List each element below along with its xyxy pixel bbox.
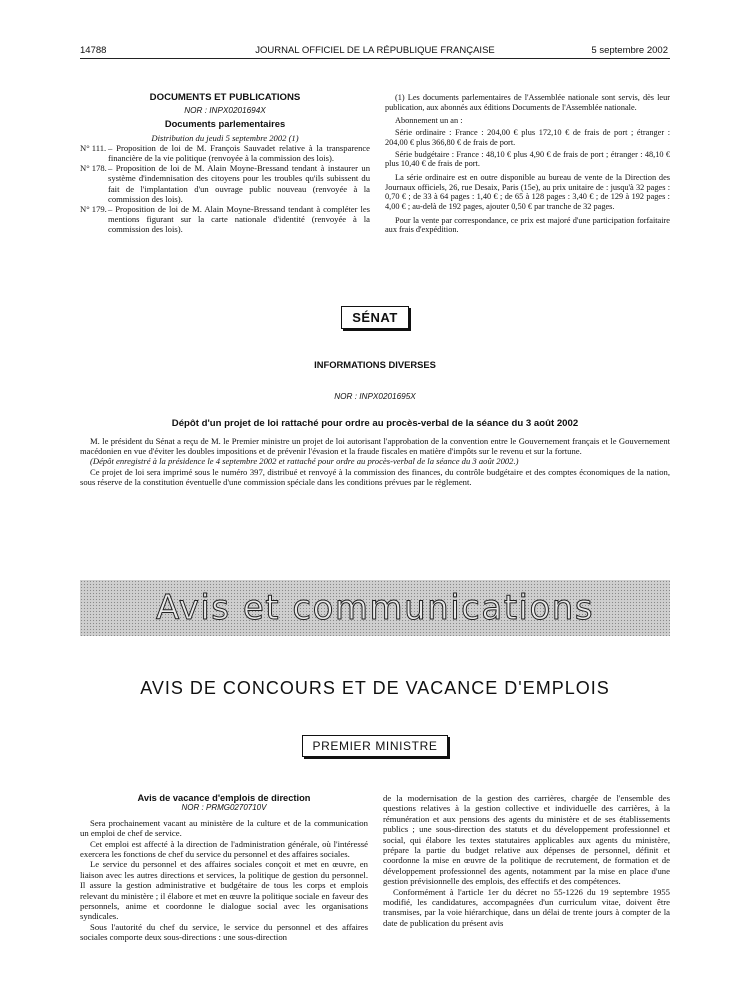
entry-number: N° 179. <box>80 204 107 215</box>
vacancy-paragraph: Sera prochainement vacant au ministère de la culture et de la communication un emploi de chef de service. <box>80 817 368 839</box>
premier-ministre-box: PREMIER MINISTRE <box>302 735 449 757</box>
vacancy-paragraph: Conformément à l'article 1er du décret no 55-1226 du 19 septembre 1955 modifié, les candidatures, accompagnées d'un curriculum vitae, doivent être transmises, par la voie hiérarchique, dans un délai de trente jours à compter de la date de publication du présent avis <box>383 886 670 928</box>
vacancy-right-column <box>383 793 670 928</box>
vacancy-paragraph: Cet emploi est affecté à la direction de l'administration générale, où l'intéressé exercera les fonctions de chef du service du personnel et des affaires sociales. <box>80 838 368 860</box>
senat-deposit-note: (Dépôt enregistré à la présidence le 4 septembre 2002 et rattaché pour ordre au procès-verbal de la séance du 3 août 2002.) <box>90 456 519 467</box>
vacancy-paragraph: de la modernisation de la gestion des carrières, chargée de l'ensemble des questions relatives à la gestion collective et individuelle des carrières, à la rémunération et aux pensions des agents du ministère et de ses établissements publics ; une sous-direction des statuts et du développement professionnel et social, qui élabore les textes statutaires applicables aux agents du ministère, prépare la partie du budget relative aux dépenses de personnel, définit et coordonne la mise en œuvre de la politique de recrutement, de formation et de développement professionnel des agents, notamment par la mise en place d'une gestion prévisionnelle des emplois, des effectifs et des compétences. <box>383 793 670 887</box>
documents-nor: NOR : INPX0201694X <box>184 106 266 116</box>
avis-title: AVIS DE CONCOURS ET DE VACANCE D'EMPLOIS <box>140 678 610 698</box>
pm-box-wrap <box>0 735 750 757</box>
pricing-section <box>385 93 670 235</box>
entry-text: – Proposition de loi de M. Alain Moyne-Bressand tendant à compléter les mentions figurant sur la carte nationale d'identité (renvoyée à la commission des lois). <box>108 204 370 235</box>
page-number: 14788 <box>80 45 107 56</box>
entry-text: – Proposition de loi de M. François Sauvadet relative à la transparence financière de la vie politique (renvoyée à la commission des lois). <box>108 142 370 164</box>
vacancy-left-column <box>80 793 368 943</box>
pricing-subscription: Abonnement un an : <box>395 116 463 126</box>
senat-paragraph: M. le président du Sénat a reçu de M. le Premier ministre un projet de loi autorisant l'approbation de la convention entre le Gouvernement français et le Gouvernement macédonien en vue d'éviter les doubles impositions et de prévenir l'évasion et la fraude fiscales en matière d'impôts sur le revenu et sur la fortune. <box>80 436 670 457</box>
entry-number: N° 178. <box>80 163 107 174</box>
distribution-date: Distribution du jeudi 5 septembre 2002 (1) <box>151 132 299 143</box>
header-rule <box>80 58 670 59</box>
documents-subtitle: Documents parlementaires <box>164 118 286 130</box>
header-date: 5 septembre 2002 <box>591 45 668 56</box>
avis-banner-title: Avis et communications <box>155 588 595 628</box>
documents-title: DOCUMENTS ET PUBLICATIONS <box>149 92 301 103</box>
senat-heading: Dépôt d'un projet de loi rattaché pour ordre au procès-verbal de la séance du 3 août 2002 <box>171 418 579 429</box>
senat-box-wrap <box>0 306 750 329</box>
avis-banner <box>80 580 670 636</box>
senat-body <box>80 436 670 487</box>
vacancy-heading: Avis de vacance d'emplois de direction <box>137 793 311 803</box>
senat-section-title: INFORMATIONS DIVERSES <box>314 359 436 370</box>
vacancy-nor: NOR : PRMG0270710V <box>181 803 267 813</box>
pricing-budget: Série budgétaire : France : 48,10 € plus 4,90 € de frais de port ; étranger : 48,10 € plus 10,40 € de frais de port. <box>385 149 670 169</box>
documents-section <box>80 93 370 235</box>
pricing-ordinary: Série ordinaire : France : 204,00 € plus 172,10 € de frais de port ; étranger : 204,00 € plus 366,80 € de frais de port. <box>385 128 670 147</box>
senat-paragraph: Ce projet de loi sera imprimé sous le numéro 397, distribué et renvoyé à la commission des finances, du contrôle budgétaire et des comptes économiques de la nation, sous réserve de la constitution éventuelle d'une commission spéciale dans les conditions prévues par le règlement. <box>80 466 670 487</box>
vacancy-paragraph: Le service du personnel et des affaires sociales conçoit et met en œuvre, en liaison avec les autres directions et services, la politique de gestion du personnel. Il assure la gestion administrative et budgétaire de tous les corps et emplois relevant du ministère ; il élabore et met en œuvre la politique sociale en faveur des personnels, anime et coordonne le dialogue social avec les organisations syndicales. <box>80 859 368 922</box>
pricing-sales-office: La série ordinaire est en outre disponible au bureau de vente de la Direction des Journaux officiels, 26, rue Desaix, Paris (15e), au prix unitaire de : jusqu'à 32 pages : 0,70 € ; de 33 à 64 pages : 1,40 € ; de 65 à 128 pages : 3,40 € ; de 129 à 192 pages : 4,00 € ; au-delà de 192 pages, ajouter 0,50 € par tranche de 32 pages. <box>385 172 670 212</box>
journal-title: JOURNAL OFFICIEL DE LA RÉPUBLIQUE FRANÇAISE <box>255 45 495 56</box>
pricing-note: (1) Les documents parlementaires de l'Assemblée nationale sont servis, dès leur publication, aux abonnés aux éditions Documents de l'Assemblée nationale. <box>385 93 670 112</box>
document-entry <box>80 204 370 235</box>
senat-nor: NOR : INPX0201695X <box>334 392 416 401</box>
senat-box: SÉNAT <box>341 306 409 329</box>
document-entry <box>80 163 370 204</box>
entry-text: – Proposition de loi de M. Alain Moyne-Bressand tendant à instaurer un système d'indemnisation des citoyens pour les troubles qu'ils subissent du fait de l'implantation d'un ouvrage public nouveau (renvoyée à la commission des lois). <box>108 163 370 204</box>
document-entry <box>80 143 370 163</box>
vacancy-paragraph: Sous l'autorité du chef du service, le service du personnel et des affaires sociales comporte deux sous-directions : une sous-direction <box>80 921 368 943</box>
pricing-mail-order: Pour la vente par correspondance, ce prix est majoré d'une participation forfaitaire aux frais d'expédition. <box>385 215 670 235</box>
entry-number: N° 111. <box>80 142 107 153</box>
